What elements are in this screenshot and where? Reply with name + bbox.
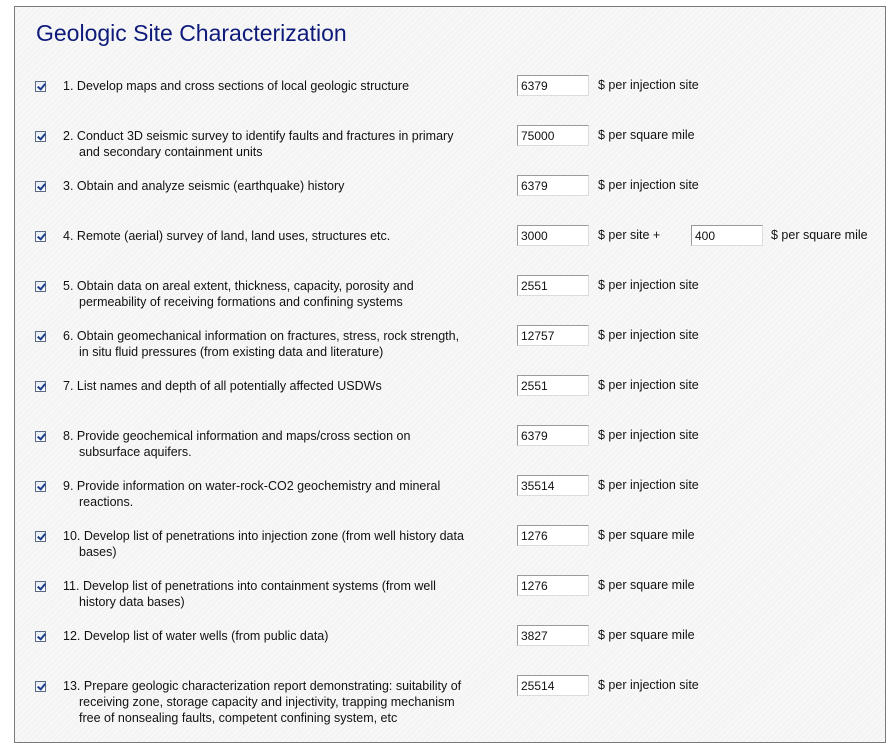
cost-unit-label: $ per injection site: [598, 328, 699, 342]
cost-input[interactable]: [517, 275, 589, 296]
include-item-checkbox[interactable]: [35, 331, 46, 342]
cost-input[interactable]: [517, 325, 589, 346]
cost-unit-label: $ per injection site: [598, 78, 699, 92]
include-item-checkbox[interactable]: [35, 531, 46, 542]
item-number: 3.: [63, 179, 74, 193]
item-description: [63, 628, 488, 644]
cost-unit-label: $ per injection site: [598, 678, 699, 692]
item-description: [63, 328, 488, 360]
cost-item-row: [0, 325, 893, 371]
item-description: [63, 278, 488, 310]
include-item-checkbox[interactable]: [35, 631, 46, 642]
cost-input[interactable]: [517, 375, 589, 396]
item-description-line: Develop maps and cross sections of local geologic structure: [76, 79, 410, 93]
item-description-line: Provide information on water-rock-CO2 geochemistry and mineral: [76, 479, 441, 493]
item-description-line: Remote (aerial) survey of land, land uses, structures etc.: [76, 229, 391, 243]
item-description-line: Provide geochemical information and maps/cross section on: [76, 429, 411, 443]
cost-input[interactable]: [517, 575, 589, 596]
item-description: [63, 378, 488, 394]
cost-item-row: [0, 375, 893, 421]
cost-input[interactable]: [517, 625, 589, 646]
include-item-checkbox[interactable]: [35, 431, 46, 442]
item-description-line: receiving zone, storage capacity and injectivity, trapping mechanism: [79, 695, 455, 709]
item-number: 8.: [63, 429, 74, 443]
cost-unit-label: $ per injection site: [598, 178, 699, 192]
cost-input[interactable]: [517, 425, 589, 446]
cost-input-secondary[interactable]: [691, 225, 763, 246]
item-number: 12.: [63, 629, 81, 643]
item-description-line: bases): [79, 545, 117, 559]
item-number: 13.: [63, 679, 81, 693]
item-description: [63, 178, 488, 194]
cost-input[interactable]: [517, 175, 589, 196]
item-description: [63, 578, 488, 610]
item-number: 5.: [63, 279, 74, 293]
cost-item-row: [0, 575, 893, 621]
cost-unit-label: $ per square mile: [598, 128, 695, 142]
item-description-line: Develop list of penetrations into containment systems (from well: [82, 579, 436, 593]
cost-item-row: [0, 625, 893, 671]
cost-item-row: [0, 275, 893, 321]
cost-unit-label: $ per injection site: [598, 428, 699, 442]
item-description-line: subsurface aquifers.: [79, 445, 192, 459]
cost-input[interactable]: [517, 475, 589, 496]
item-description: [63, 78, 488, 94]
cost-unit-label: $ per square mile: [598, 528, 695, 542]
item-number: 9.: [63, 479, 74, 493]
cost-item-row: [0, 75, 893, 121]
item-number: 11.: [63, 579, 80, 593]
cost-unit-label: $ per square mile: [598, 578, 695, 592]
cost-input[interactable]: [517, 525, 589, 546]
include-item-checkbox[interactable]: [35, 181, 46, 192]
include-item-checkbox[interactable]: [35, 481, 46, 492]
cost-item-row: [0, 525, 893, 571]
cost-item-row: [0, 425, 893, 471]
item-description-line: permeability of receiving formations and confining systems: [79, 295, 403, 309]
item-description: [63, 228, 488, 244]
item-description-line: Develop list of water wells (from public data): [83, 629, 329, 643]
item-number: 2.: [63, 129, 74, 143]
cost-input[interactable]: [517, 75, 589, 96]
cost-input[interactable]: [517, 675, 589, 696]
item-number: 1.: [63, 79, 74, 93]
item-description-line: free of nonsealing faults, competent confining system, etc: [79, 711, 398, 725]
include-item-checkbox[interactable]: [35, 231, 46, 242]
item-description: [63, 678, 488, 726]
cost-item-row: [0, 475, 893, 521]
item-description-line: reactions.: [79, 495, 134, 509]
item-description-line: Obtain geomechanical information on fractures, stress, rock strength,: [76, 329, 460, 343]
cost-unit-label-secondary: $ per square mile: [771, 228, 868, 242]
include-item-checkbox[interactable]: [35, 81, 46, 92]
item-description: [63, 528, 488, 560]
item-description-line: Develop list of penetrations into injection zone (from well history data: [83, 529, 464, 543]
cost-unit-label: $ per site +: [598, 228, 661, 242]
item-description-line: in situ fluid pressures (from existing data and literature): [79, 345, 384, 359]
item-description-line: and secondary containment units: [79, 145, 263, 159]
page-title: Geologic Site Characterization: [36, 20, 347, 46]
cost-unit-label: $ per injection site: [598, 378, 699, 392]
include-item-checkbox[interactable]: [35, 381, 46, 392]
item-description: [63, 478, 488, 510]
item-description-line: Prepare geologic characterization report demonstrating: suitability of: [83, 679, 462, 693]
item-number: 6.: [63, 329, 74, 343]
include-item-checkbox[interactable]: [35, 131, 46, 142]
item-description-line: List names and depth of all potentially affected USDWs: [76, 379, 382, 393]
include-item-checkbox[interactable]: [35, 681, 46, 692]
item-description-line: Obtain data on areal extent, thickness, capacity, porosity and: [76, 279, 414, 293]
cost-unit-label: $ per square mile: [598, 628, 695, 642]
cost-item-row: [0, 225, 893, 271]
cost-unit-label: $ per injection site: [598, 278, 699, 292]
cost-item-row: [0, 125, 893, 171]
cost-input[interactable]: [517, 125, 589, 146]
item-description-line: history data bases): [79, 595, 185, 609]
cost-item-row: [0, 675, 893, 725]
include-item-checkbox[interactable]: [35, 281, 46, 292]
item-description: [63, 428, 488, 460]
include-item-checkbox[interactable]: [35, 581, 46, 592]
item-description-line: Conduct 3D seismic survey to identify faults and fractures in primary: [76, 129, 454, 143]
item-number: 4.: [63, 229, 74, 243]
item-number: 7.: [63, 379, 74, 393]
cost-unit-label: $ per injection site: [598, 478, 699, 492]
cost-item-row: [0, 175, 893, 221]
cost-input[interactable]: [517, 225, 589, 246]
item-description: [63, 128, 488, 160]
item-description-line: Obtain and analyze seismic (earthquake) history: [76, 179, 345, 193]
item-number: 10.: [63, 529, 81, 543]
